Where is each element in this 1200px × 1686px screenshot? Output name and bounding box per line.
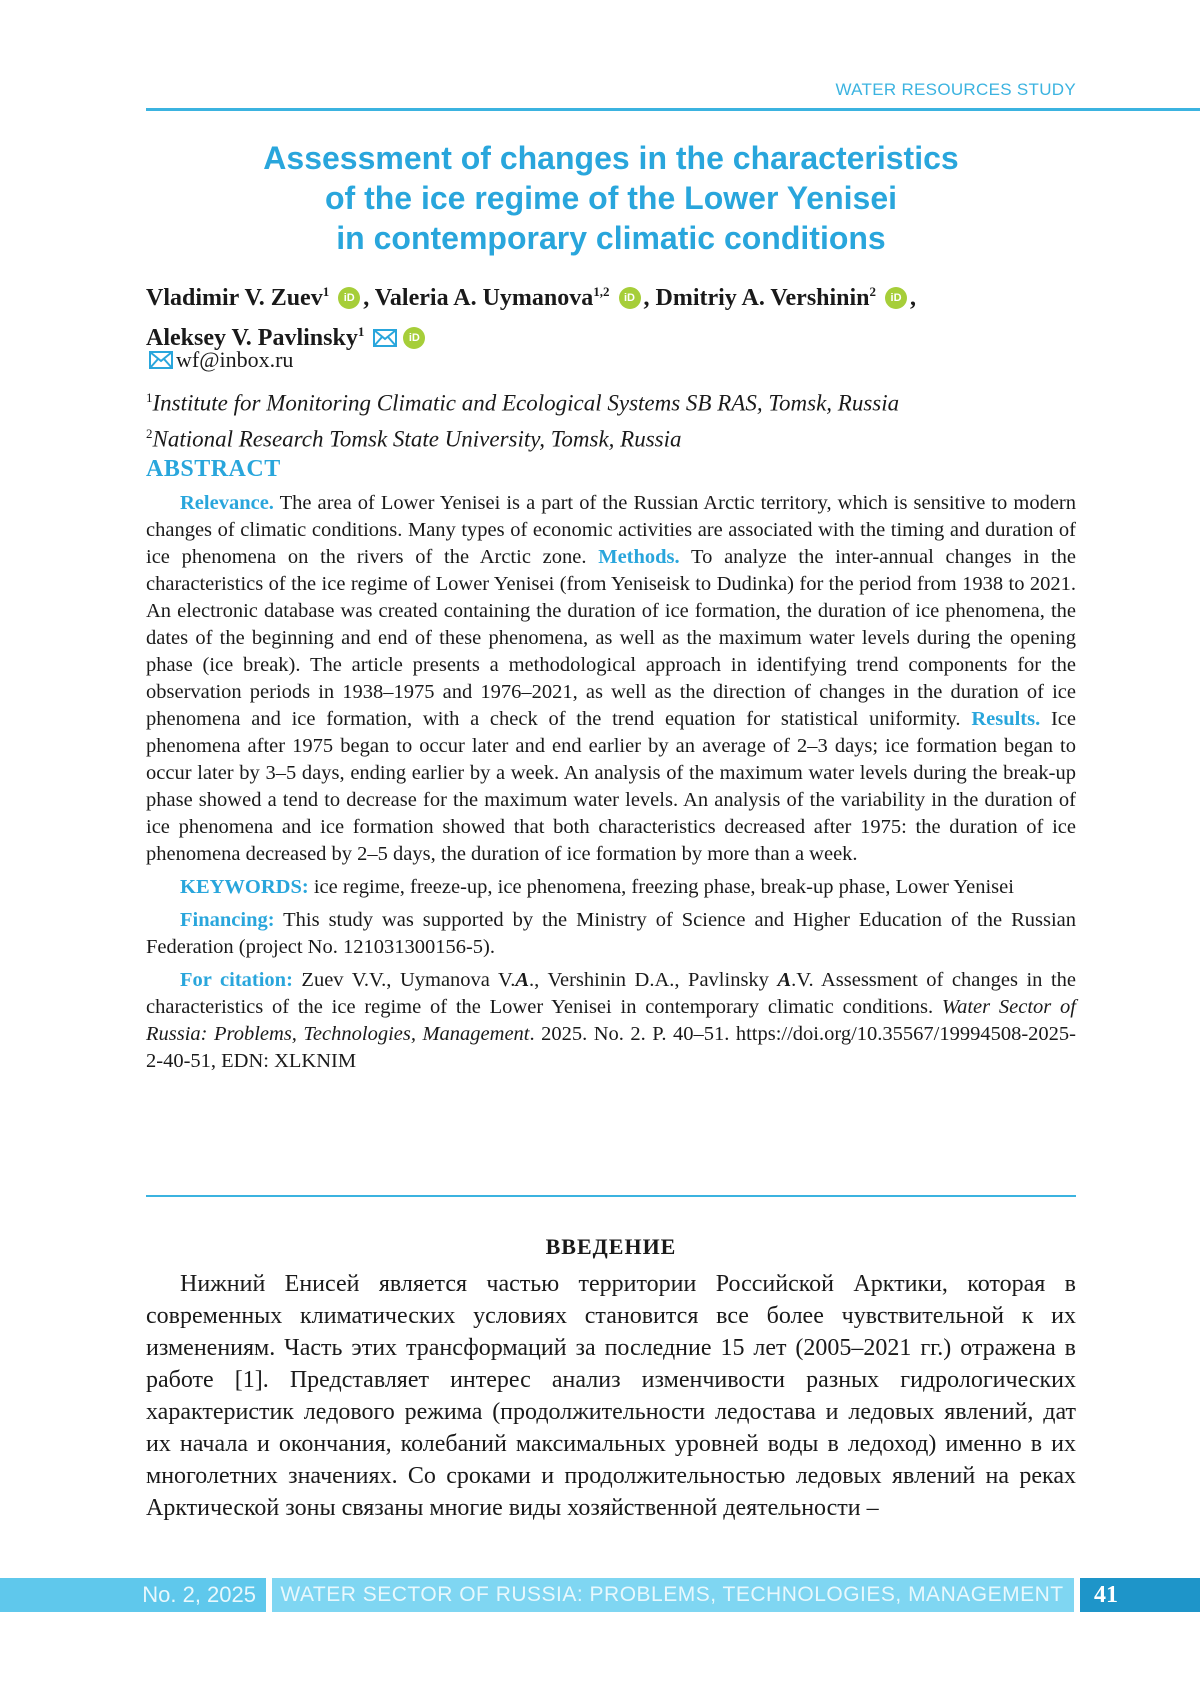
author-name: Valeria A. Uymanova <box>374 285 594 311</box>
author-affil-sup: 1,2 <box>593 284 610 299</box>
header-rule <box>146 108 1200 111</box>
author-affil-sup: 2 <box>869 284 877 299</box>
citation-text: .V. Assessment of changes in the characteristics of the ice regime of the Lower Yenisei in contemporary climatic conditions. <box>146 969 1076 1018</box>
title-line-3: in contemporary climatic conditions <box>336 220 886 256</box>
author-name: Vladimir V. Zuev <box>146 285 323 311</box>
orcid-icon[interactable]: iD <box>338 287 360 309</box>
footer-journal-title: WATER SECTOR OF RUSSIA: PROBLEMS, TECHNOLOGIES, MANAGEMENT <box>280 1583 1064 1606</box>
intro-heading: ВВЕДЕНИЕ <box>545 1234 677 1259</box>
author-separator: , <box>643 285 656 311</box>
citation-text: ., Vershinin D.A., Pavlinsky <box>529 969 778 991</box>
relevance-text: The area of Lower Yenisei is a part of the Russian Arctic territory, which is sensitive to modern changes of climatic conditions. Many types of economic activities are associated with the timing and duration of ice phenomena on the rivers of the Arctic zone. <box>146 492 1076 568</box>
article-title <box>146 138 1076 258</box>
orcid-icon[interactable]: iD <box>403 327 425 349</box>
title-line-1: Assessment of changes in the characteristics <box>263 140 959 176</box>
methods-label: Methods. <box>598 546 680 568</box>
envelope-icon[interactable] <box>373 324 397 357</box>
author-separator: , <box>910 285 917 311</box>
footer-issue: No. 2, 2025 <box>0 1578 266 1612</box>
results-label: Results. <box>971 708 1041 730</box>
citation-journal: Water Sector of Russia: Problems, Technologies, Management <box>146 996 1076 1045</box>
financing-paragraph <box>146 907 1076 961</box>
affiliation-sup: 2 <box>146 425 153 441</box>
orcid-icon[interactable]: iD <box>885 287 907 309</box>
keywords-paragraph <box>146 874 1076 901</box>
author-affil-sup: 1 <box>322 284 330 299</box>
affiliation-1 <box>146 383 1076 419</box>
affiliation-text: National Research Tomsk State University, Tomsk, Russia <box>152 426 682 452</box>
affiliations <box>146 383 1076 454</box>
citation-initial: A <box>777 969 792 991</box>
citation-paragraph <box>146 967 1076 1075</box>
abstract-heading: ABSTRACT <box>146 456 281 482</box>
financing-label: Financing: <box>180 909 275 931</box>
envelope-icon <box>149 348 173 376</box>
citation-initial: A <box>515 969 530 991</box>
correspondence-email <box>146 346 293 376</box>
orcid-icon[interactable]: iD <box>619 287 641 309</box>
author-affil-sup: 1 <box>357 324 365 339</box>
section-label: WATER RESOURCES STUDY <box>835 80 1076 99</box>
financing-text: This study was supported by the Ministry of Science and Higher Education of the Russian Federation (project No. 121031300156-5). <box>146 909 1076 958</box>
keywords-text: ice regime, freeze-up, ice phenomena, freezing phase, break-up phase, Lower Yenisei <box>308 876 1014 898</box>
citation-label: For citation: <box>180 969 293 991</box>
section-divider <box>146 1195 1076 1197</box>
relevance-label: Relevance. <box>180 492 274 514</box>
email-link[interactable]: wf@inbox.ru <box>176 347 294 372</box>
citation-text: Zuev V.V., Uymanova V. <box>292 969 516 991</box>
author-name: Dmitriy A. Vershinin <box>655 285 870 311</box>
page-number: 41 <box>1080 1578 1200 1612</box>
title-line-2: of the ice regime of the Lower Yenisei <box>324 180 897 216</box>
author-list <box>146 275 1076 357</box>
affiliation-text: Institute for Monitoring Climatic and Ecological Systems SB RAS, Tomsk, Russia <box>152 390 900 416</box>
author-name: Aleksey V. Pavlinsky <box>146 325 358 351</box>
abstract-paragraph <box>146 490 1076 868</box>
keywords-label: KEYWORDS: <box>180 876 309 898</box>
citation-text[interactable]: . 2025. No. 2. P. 40–51. https://doi.org/10.35567/19994508-2025-2-40-51, EDN: XLKNIM <box>146 1023 1076 1072</box>
affiliation-sup: 1 <box>146 390 153 405</box>
author-separator: , <box>363 285 375 311</box>
results-text: Ice phenomena after 1975 began to occur later and end earlier by an average of 2–3 days; ice formation began to occur later by 3–5 days, ending earlier by a week. An analysis of the maximum water levels during the break-up phase showed a tend to decrease for the maximum water levels. An analysis of the variability in the duration of ice phenomena and ice formation showed that both characteristics decreased after 1975: the duration of ice phenomena decreased by 2–5 days, the duration of ice formation by more than a week. <box>146 708 1076 865</box>
affiliation-2 <box>146 419 1076 455</box>
intro-paragraph: Нижний Енисей является частью территории Российской Арктики, которая в современных климатических условиях становится все более чувствительной к их изменениям. Часть этих трансформаций за последние 15 лет (2005–2021 гг.) отражена в работе [1]. Представляет интерес анализ изменчивости разных гидрологических характеристик ледового режима (продолжительности ледостава и ледовых явлений, дат их начала и окончания, колебаний максимальных уровней воды в ледоход) именно в их многолетних значениях. Со сроками и продолжительностью ледовых явлений на реках Арктической зоны связаны многие виды хозяйственной деятельности – <box>146 1271 1076 1521</box>
abstract-body <box>146 490 1076 1075</box>
methods-text: To analyze the inter-annual changes in the characteristics of the ice regime of Lower Yenisei (from Yeniseisk to Dudinka) for the period from 1938 to 2021. An electronic database was created containing the duration of ice formation, the duration of ice phenomena, the dates of the beginning and end of these phenomena, as well as the maximum water levels during the opening phase (ice break). The article presents a methodological approach in identifying trend components for the observation periods in 1938–1975 and 1976–2021, as well as the direction of changes in the duration of ice phenomena and ice formation, with a check of the trend equation for statistical uniformity. <box>146 546 1077 730</box>
